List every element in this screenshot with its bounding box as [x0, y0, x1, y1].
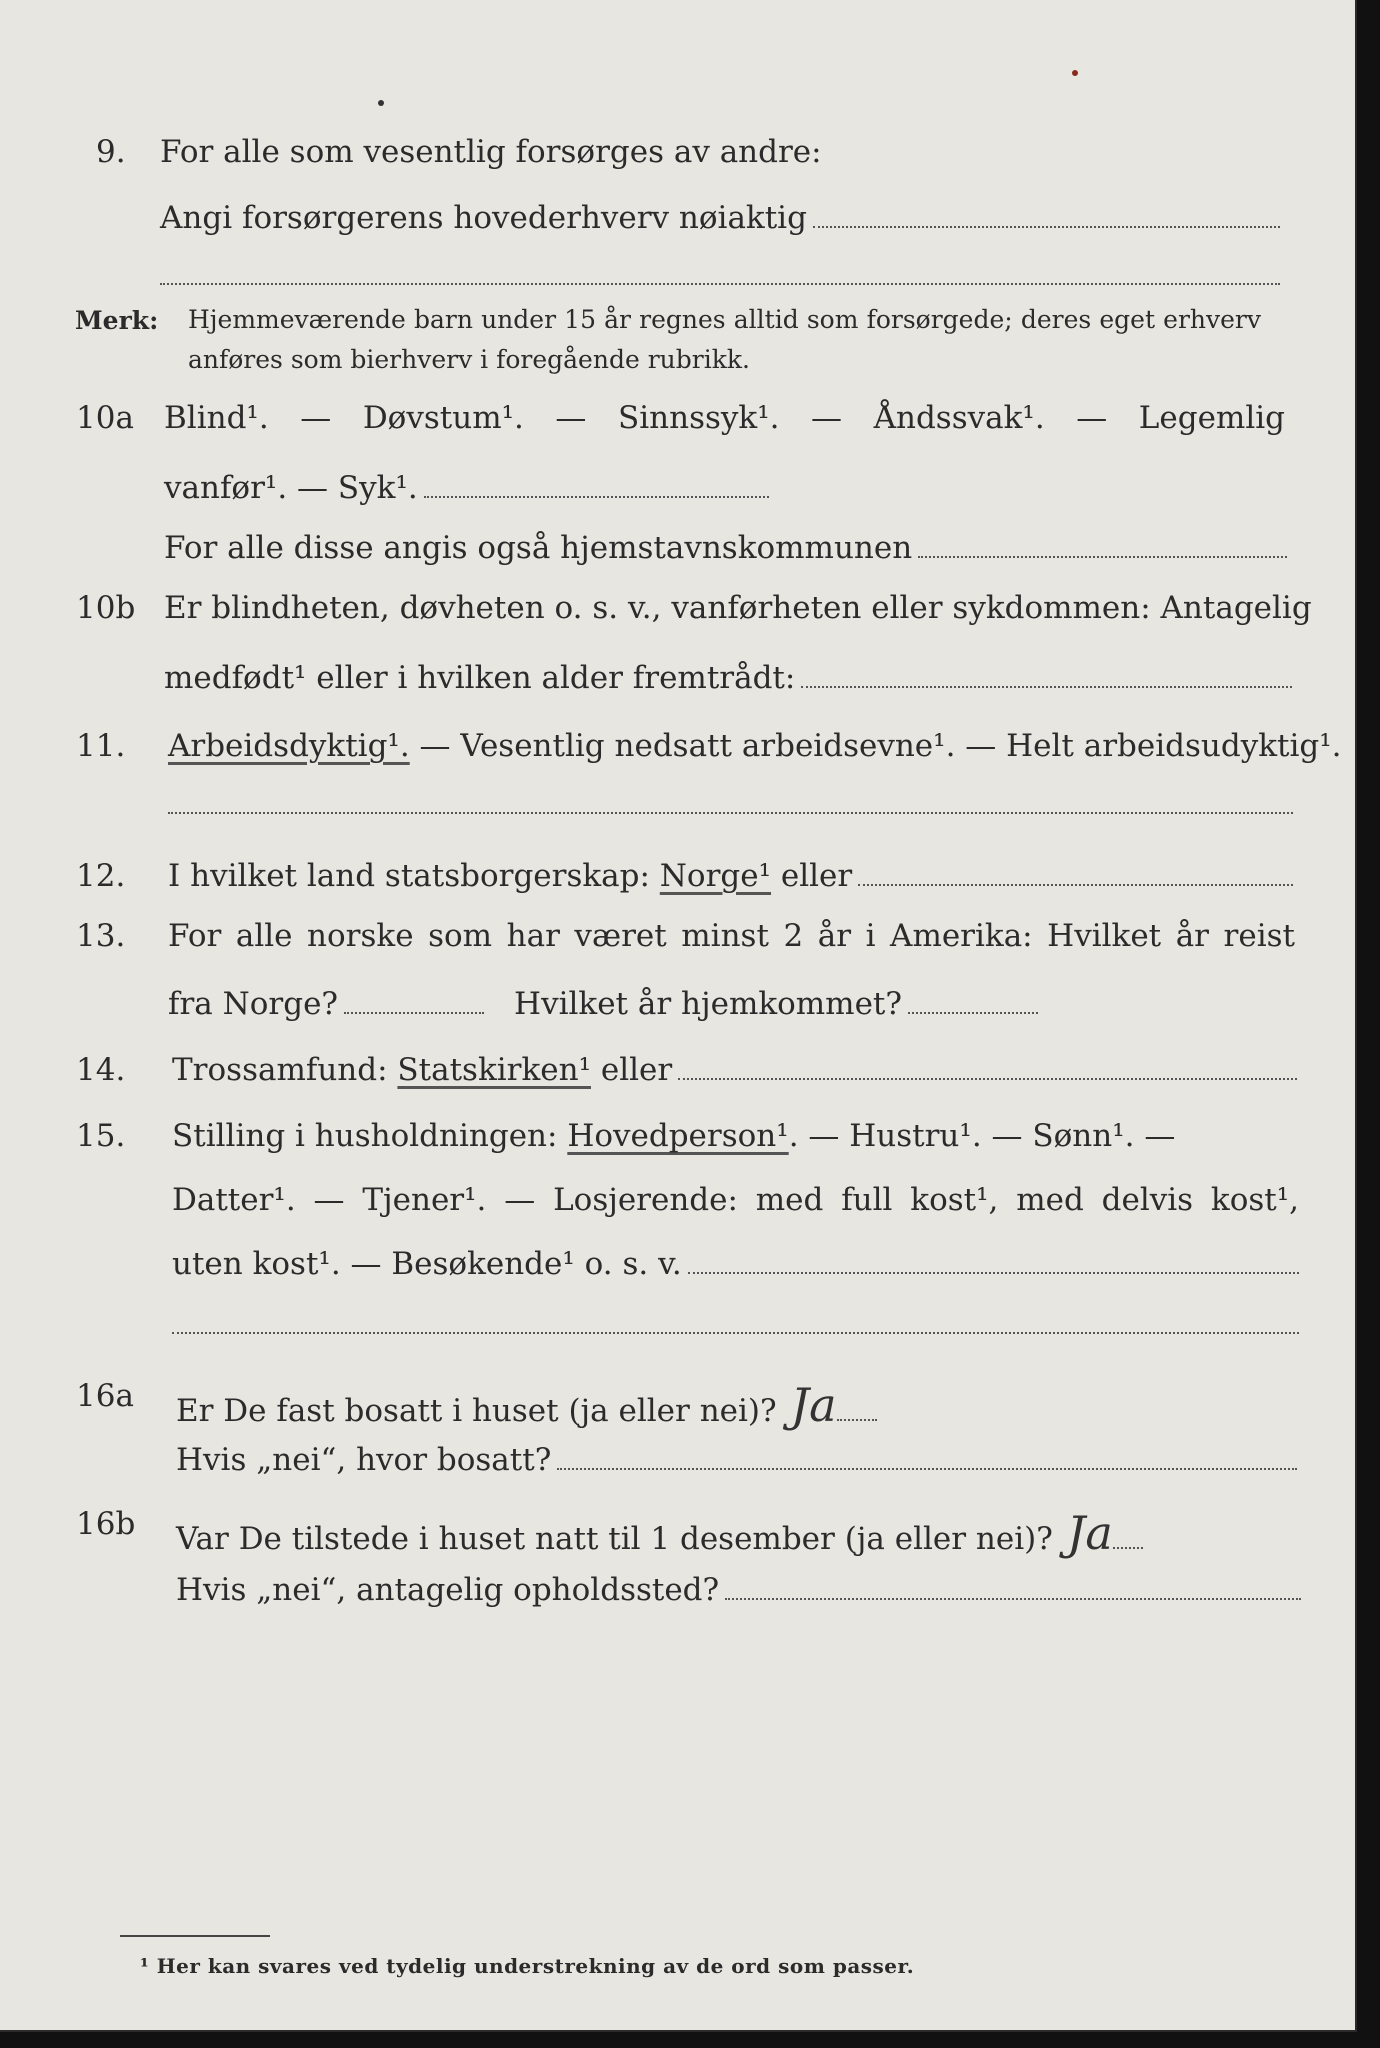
q11-number: 11. — [76, 728, 126, 764]
q9-answer-field[interactable] — [813, 226, 1280, 228]
q9-answer-line-2[interactable] — [160, 283, 1280, 285]
q16a-answer-field[interactable] — [837, 1419, 877, 1421]
merk-note-line1: Hjemmeværende barn under 15 år regnes alltid som forsørgede; deres eget erhverv — [188, 305, 1261, 334]
q16a-line2 — [0, 1442, 1355, 1478]
q9-question: For alle som vesentlig forsørges av andre: — [160, 134, 822, 170]
q11-options-rest: — Vesentlig nedsatt arbeidsevne¹. — Helt arbeidsudyktig¹. — [409, 728, 1342, 764]
q15-answer-line[interactable] — [172, 1332, 1299, 1334]
merk-note — [188, 300, 1261, 380]
q14-line — [0, 1052, 1355, 1088]
q16b-line1 — [0, 1506, 1355, 1560]
q14-option-statskirken[interactable]: Statskirken¹ — [397, 1052, 591, 1088]
merk-note-line2: anføres som bierhverv i foregående rubrikk. — [188, 345, 750, 374]
q16b-location-label: Hvis „nei“, antagelig opholdssted? — [176, 1572, 720, 1608]
q15-options-3: uten kost¹. — Besøkende¹ o. s. v. — [172, 1246, 682, 1282]
q12-number: 12. — [76, 858, 126, 894]
q13-line2 — [0, 986, 1355, 1022]
q16b-location-field[interactable] — [725, 1598, 1301, 1600]
q13-returned-field[interactable] — [908, 1012, 1038, 1014]
q10b-question-2: medfødt¹ eller i hvilken alder fremtrådt: — [164, 660, 796, 696]
q9-line1 — [0, 134, 1355, 170]
q10a-number: 10a — [76, 400, 134, 436]
q14-answer-field[interactable] — [678, 1078, 1297, 1080]
q11-line — [0, 728, 1355, 764]
q16a-number: 16a — [76, 1378, 134, 1414]
footnote: ¹ Her kan svares ved tydelig understrekning av de ord som passer. — [140, 1954, 915, 1978]
q13-number: 13. — [76, 918, 126, 954]
q11-option-arbeidsdyktig[interactable]: Arbeidsdyktig¹. — [168, 728, 410, 764]
q16b-question: Var De tilstede i huset natt til 1 desember (ja eller nei)? — [176, 1521, 1053, 1557]
q14-question: Trossamfund: — [172, 1052, 398, 1088]
q10a-hometown-field[interactable] — [918, 556, 1287, 558]
merk-label: Merk: — [75, 306, 159, 335]
q16a-question: Er De fast bosatt i huset (ja eller nei)? — [176, 1393, 777, 1429]
q10a-line1 — [0, 400, 1355, 436]
q10a-hometown-label: For alle disse angis også hjemstavnskommunen — [164, 530, 913, 566]
ink-spot — [1072, 70, 1078, 76]
q10a-answer-field[interactable] — [424, 496, 769, 498]
q13-left-norway-label: fra Norge? — [168, 986, 339, 1022]
q15-answer-field[interactable] — [688, 1272, 1299, 1274]
q10b-line1 — [0, 590, 1355, 626]
q16b-answer-field[interactable] — [1113, 1547, 1143, 1549]
q16b-handwritten-answer[interactable]: Ja — [1066, 1506, 1113, 1560]
q16b-line2 — [0, 1572, 1355, 1608]
q12-line — [0, 858, 1355, 894]
q16a-handwritten-answer[interactable]: Ja — [790, 1378, 837, 1432]
footnote-rule — [120, 1935, 270, 1937]
q14-eller: eller — [591, 1052, 673, 1088]
q15-options-rest: . — Hustru¹. — Sønn¹. — — [788, 1118, 1176, 1154]
q10b-line2 — [0, 660, 1355, 696]
q13-left-norway-field[interactable] — [344, 1012, 484, 1014]
q12-option-norge[interactable]: Norge¹ — [659, 858, 772, 894]
q10b-answer-field[interactable] — [801, 686, 1292, 688]
q10a-line2 — [0, 470, 1355, 506]
q9-number: 9. — [96, 134, 126, 170]
q15-line2 — [0, 1182, 1355, 1218]
ink-spot — [378, 100, 384, 106]
q13-line1 — [0, 918, 1355, 954]
q9-question-2: Angi forsørgerens hovederhverv nøiaktig — [160, 200, 807, 236]
q12-question: I hvilket land statsborgerskap: — [168, 858, 660, 894]
q16a-where-label: Hvis „nei“, hvor bosatt? — [176, 1442, 552, 1478]
q16a-line1 — [0, 1378, 1355, 1432]
q15-number: 15. — [76, 1118, 126, 1154]
q12-eller: eller — [771, 858, 853, 894]
q15-question: Stilling i husholdningen: — [172, 1118, 568, 1154]
q15-option-hovedperson[interactable]: Hovedperson¹ — [567, 1118, 789, 1154]
q10a-options: Blind¹. — Døvstum¹. — Sinnssyk¹. — Åndssvak¹. — Legemlig — [164, 400, 1285, 436]
q10b-question: Er blindheten, døvheten o. s. v., vanførheten eller sykdommen: Antagelig — [164, 590, 1312, 626]
q16a-where-field[interactable] — [557, 1468, 1297, 1470]
q15-options-2: Datter¹. — Tjener¹. — Losjerende: med full kost¹, med delvis kost¹, — [172, 1182, 1299, 1218]
q15-line1 — [0, 1118, 1355, 1154]
q11-answer-line[interactable] — [168, 812, 1293, 814]
q13-question: For alle norske som har været minst 2 år i Amerika: Hvilket år reist — [168, 918, 1295, 954]
q10b-number: 10b — [76, 590, 136, 626]
q15-line3 — [0, 1246, 1355, 1282]
q12-answer-field[interactable] — [858, 884, 1293, 886]
q10a-options-2: vanfør¹. — Syk¹. — [164, 470, 418, 506]
q16b-number: 16b — [76, 1506, 136, 1542]
q10a-line3 — [0, 530, 1355, 566]
q13-returned-label: Hvilket år hjemkommet? — [514, 986, 903, 1022]
q14-number: 14. — [76, 1052, 126, 1088]
q9-line2 — [0, 200, 1355, 236]
